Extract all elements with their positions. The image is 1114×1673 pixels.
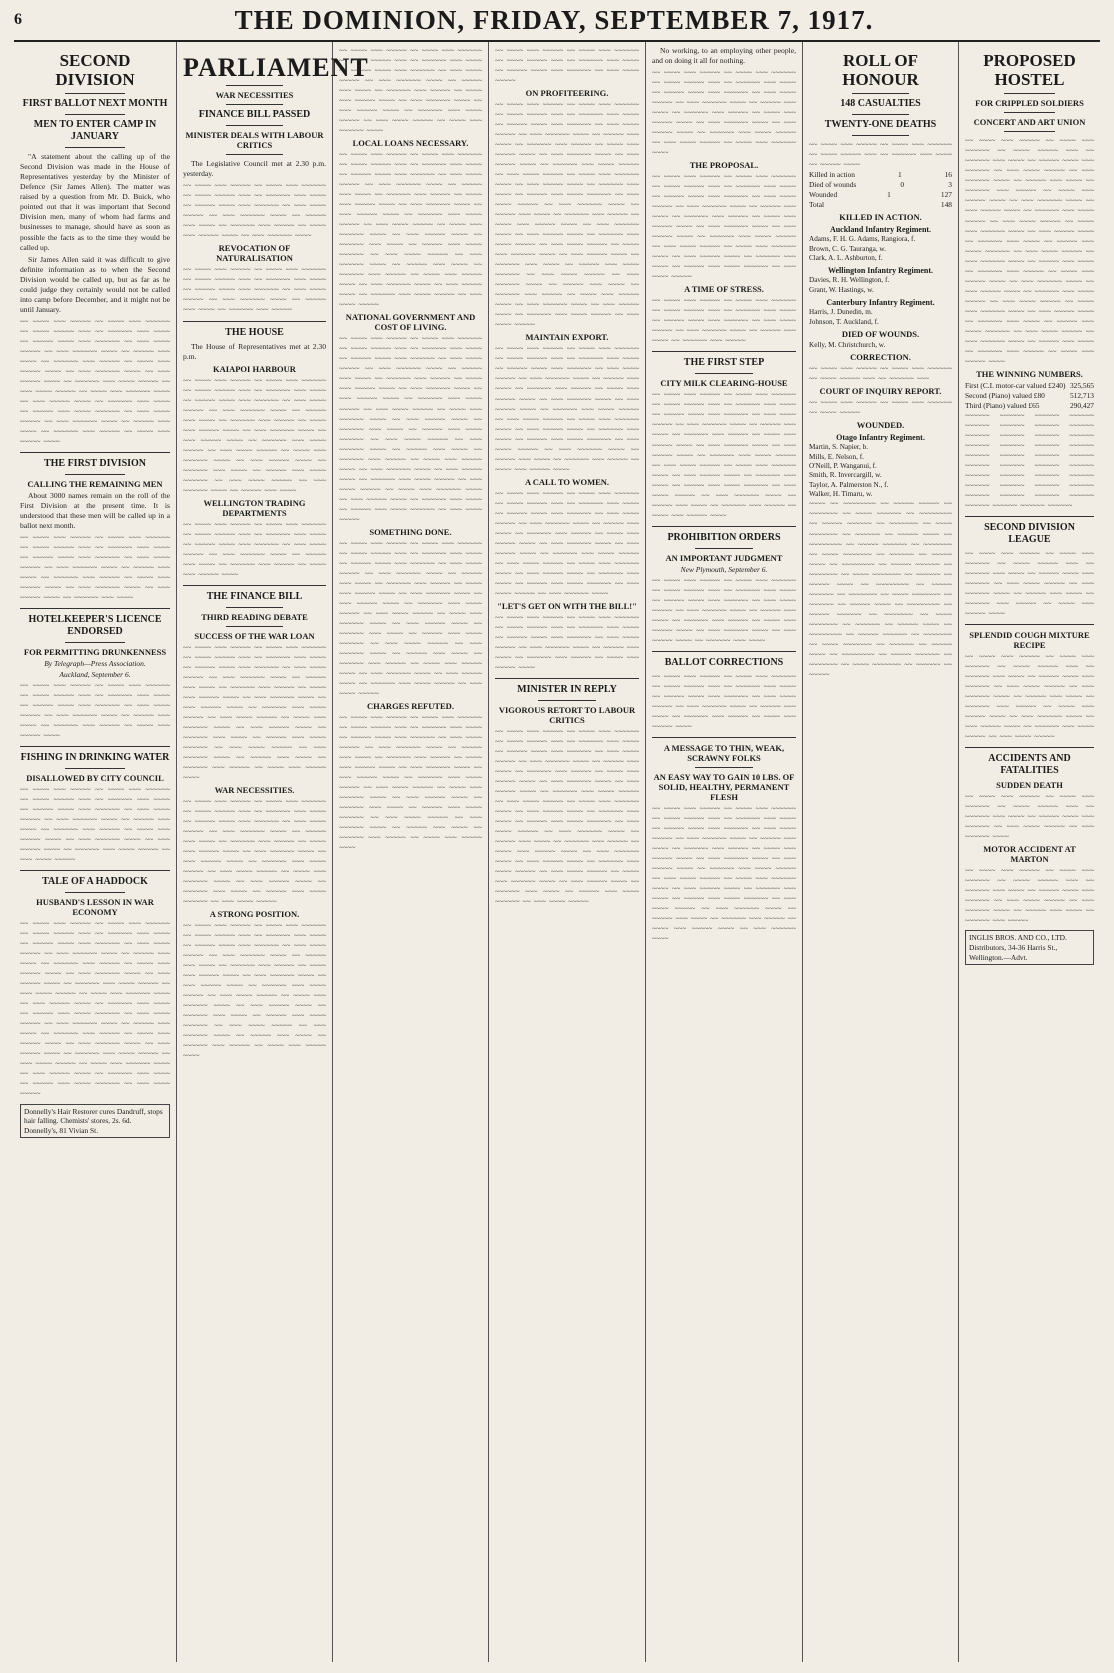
list-item: Grant, W. Hastings, w. [809, 285, 874, 294]
headline-first-step: THE FIRST STEP [683, 357, 765, 369]
article-paragraph: The Legislative Council met at 2.30 p.m. yesterday. [183, 159, 326, 179]
list-item: Brown, C. G. Tauranga, w. [809, 244, 886, 253]
list-item: Kelly, M. Christchurch, w. [809, 340, 886, 349]
summary-row: Wounded 1 127 [809, 190, 952, 200]
paper-title: THE DOMINION, FRIDAY, SEPTEMBER 7, 1917. [234, 4, 874, 35]
headline-the-house: THE HOUSE [225, 326, 284, 338]
article-body: ~~ ~~~~ ~~~ ~~~~~ ~~ ~~~~ ~~~ ~~~~~~ ~~ ~~~~ ~~~~~ ~~~ ~~ ~~~~~~ ~~~ ~~~~ ~~ ~~~~~ ~~~~ ~~~ ~~~~~~ ~~ ~~~ ~~~~ ~~~~~ ~~ ~~~ ~~~~~~ ~~~~ ~~ ~~~~~ ~~~ ~~~~ ~~ ~~~~~~ ~~~ ~~~~~ [652, 296, 796, 346]
article-body: ~~ ~~~~ ~~~ ~~~~~ ~~ ~~~~ ~~~ ~~~~~~ ~~ ~~~~ ~~~~~ ~~~ ~~ ~~~~~~ ~~~ ~~~~ ~~ ~~~~~ ~~~~ ~~~ ~~~~~~ ~~ ~~~ ~~~~ ~~~~~ ~~ ~~~ ~~~~~~ ~~~~ ~~ ~~~~~ ~~~ ~~~~ ~~ ~~~~~~ ~~~ ~~~~~ ~~ ~~~~ ~~~ ~~~~~ ~~~~ ~~ ~~~ ~~~~~~ ~~~~ ~~ ~~~ ~~~~~ ~~~~ ~~ ~~~~~~ ~~~ ~~~~ ~~~~~ ~~ ~~~ ~~~~ ~~~~~ ~~ ~~~~ ~~~ ~~~~~~ ~~~~ ~~ ~~~ ~~~~~ ~~~~ ~~ ~~~~~~ ~~~ ~~~~ ~~ ~~~~~ ~~~ ~~~~ ~~~~~~ ~~ ~~~ ~~~~ ~~~~~ ~~ ~~~ ~~~~~~ ~~~~ ~~ ~~~~~ ~~~ ~~~~ ~~ ~~~~~~ ~~~ ~~~~~ ~~ ~~~~ ~~~ ~~~~~ ~~~~ [183, 921, 326, 1061]
dateline: New Plymouth, September 6. [680, 564, 768, 574]
headline-accidents: ACCIDENTS AND FATALITIES [988, 753, 1071, 777]
article-body: ~~ ~~~~ ~~~ ~~~~~ ~~ ~~~~ ~~~ ~~~~~~ ~~ ~~~~ ~~~~~ ~~~ ~~ ~~~~~~ ~~~ ~~~~ ~~ ~~~~~ ~~~~ ~~~ ~~~~~~ ~~ ~~~ ~~~~ ~~~~~ ~~ ~~~ ~~~~~~ ~~~~ ~~ ~~~~~ ~~~ ~~~~ ~~ ~~~~~~ ~~~ ~~~~~ ~~ ~~~~ ~~~ ~~~~~ ~~~~ ~~ ~~~ ~~~~~~ ~~~~ ~~ ~~~ ~~~~~ ~~~~ ~~ ~~~~~~ ~~~ ~~~~ ~~~~~ ~~ ~~~ ~~~~ ~~~~~ ~~ ~~~~ ~~~ ~~~~~~ ~~~~ ~~ ~~~ ~~~~~ ~~~~ ~~ ~~~~~~ ~~~ ~~~~ ~~ ~~~~~ ~~~ ~~~~ ~~~~~~ ~~ ~~~ ~~~~ ~~~~~ ~~ ~~~ ~~~~~~ ~~~~ ~~ ~~~~~ ~~~ ~~~~ ~~ ~~~~~~ ~~~ ~~~~~ ~~ ~~~~ ~~~ ~~~~~ ~~~~ ~~ ~~~ ~~~~~~ ~~~~ [652, 803, 796, 944]
article-body: ~~ ~~~~ ~~~ ~~~~~ ~~ ~~~~ ~~~ ~~~~~~ ~~ ~~~~ ~~~~~ ~~~ ~~ ~~~~~~ ~~~ ~~~~ ~~ ~~~~~ ~~~~ ~~~ ~~~~~~ ~~ ~~~ ~~~~ ~~~~~ [495, 46, 639, 86]
subhead-time-of-stress: A TIME OF STRESS. [684, 284, 764, 295]
article-body: ~~ ~~~~ ~~~ ~~~~~ ~~ ~~~~ ~~~ ~~~~~~ ~~ ~~~~ ~~~~~ ~~~ ~~ ~~~~~~ ~~~ ~~~~ ~~ ~~~~~ ~~~~ ~~~ ~~~~~~ ~~ ~~~ ~~~~ ~~~~~ ~~ ~~~ ~~~~~~ ~~~~ ~~ ~~~~~ ~~~ ~~~~ ~~ ~~~~~~ ~~~ ~~~~~ ~~ ~~~~ ~~~ ~~~~~ ~~~~ ~~ ~~~ ~~~~~~ ~~~~ ~~ ~~~ ~~~~~ ~~~~ ~~ ~~~~~~ ~~~ ~~~~ ~~~~~ ~~ ~~~ ~~~~ ~~~~~ ~~ ~~~~ ~~~ ~~~~~~ ~~~~ ~~ ~~~ ~~~~~ ~~~~ ~~ ~~~~~~ ~~~ ~~~~ ~~ ~~~~~ ~~~ ~~~~ ~~~~~~ ~~ ~~~ ~~~~ ~~~~~ ~~ ~~~ ~~~~~~ ~~~~ ~~ ~~~~~ ~~~ ~~~~ ~~ ~~~~~~ ~~~ ~~~~~ ~~ ~~~~ ~~~ ~~~~~ ~~~~ [652, 390, 796, 520]
column-7 [959, 42, 1100, 1662]
article-body: ~~ ~~~~ ~~~ ~~~~~ ~~ ~~~~ ~~~ ~~~~~~ ~~ ~~~~ ~~~~~ ~~~ ~~ ~~~~~~ ~~~ ~~~~ ~~ ~~~~~ ~~~~ ~~~ ~~~~~~ ~~ ~~~ ~~~~ ~~~~~ ~~ ~~~ ~~~~~~ ~~~~ ~~ ~~~~~ ~~~ ~~~~ ~~ ~~~~~~ ~~~ ~~~~~ ~~ ~~~~ ~~~ ~~~~~ ~~~~ ~~ ~~~ ~~~~~~ ~~~~ ~~ ~~~ ~~~~~ ~~~~ ~~ ~~~~~~ ~~~ ~~~~ ~~~~~ ~~ ~~~ ~~~~ ~~~~~ ~~ ~~~~ ~~~ ~~~~~~ ~~~~ ~~ ~~~ ~~~~~ ~~~~ ~~ ~~~~~~ ~~~ ~~~~ ~~ ~~~~~ ~~~ ~~~~ ~~~~~~ ~~ ~~~ ~~~~ ~~~~~ ~~ ~~~ ~~~~~~ ~~~~ ~~ ~~~~~ ~~~ ~~~~ ~~ ~~~~~~ ~~~ ~~~~~ ~~ ~~~~ ~~~ ~~~~~ ~~~~ ~~ ~~~ ~~~~~~ ~~~~ ~~ ~~~ ~~~~~ ~~~~ ~~ ~~~~~~ ~~~ ~~~~ ~~~~~ ~~ ~~~ ~~~~ ~~~~~ ~~ ~~~~ ~~~ ~~~~~~ ~~~~ ~~ ~~~ ~~~~~ ~~~~ ~~ ~~~~~~ ~~~ ~~~~ ~~ ~~~~~ ~~~ ~~~~ ~~~~~~ ~~ ~~~ ~~~~ ~~~~~ [495, 726, 639, 907]
list-item: Smith, R. Invercargill, w. [809, 471, 882, 480]
subhead-strong-position: A STRONG POSITION. [209, 909, 300, 920]
article-body: ~~ ~~~~ ~~~ ~~~~~ ~~ ~~~~ ~~~ ~~~~~~ ~~ ~~~~ ~~~~~ ~~~ ~~ ~~~~~~ ~~~ ~~~~ ~~ ~~~~~ ~~~~ ~~~ ~~~~~~ ~~ ~~~ ~~~~ ~~~~~ ~~ ~~~ ~~~~~~ ~~~~ ~~ ~~~~~ ~~~ ~~~~ ~~ ~~~~~~ ~~~ ~~~~~ ~~ ~~~~ ~~~ ~~~~~ ~~~~ [495, 612, 639, 672]
subhead-vigorous-retort: VIGOROUS RETORT TO LABOUR CRITICS [498, 704, 636, 725]
subhead-national-govt: NATIONAL GOVERNMENT AND COST OF LIVING. [345, 312, 476, 333]
regiment-heading: Auckland Infantry Regiment. [829, 225, 932, 235]
subhead-call-to-women: A CALL TO WOMEN. [524, 476, 610, 487]
headline-roll-of-honour: ROLL OF HONOUR [842, 51, 919, 89]
headline-parliament: PARLIAMENT [183, 53, 369, 82]
subhead-drunkenness: FOR PERMITTING DRUNKENNESS [23, 647, 167, 657]
article-body: ~~ ~~~~ ~~~ ~~~~~ ~~ ~~~~ ~~~ ~~~~~~ ~~ ~~~~ ~~~~~ ~~~ ~~ ~~~~~~ ~~~ ~~~~ ~~ ~~~~~ ~~~~ ~~~ ~~~~~~ ~~ ~~~ ~~~~ ~~~~~ ~~ ~~~ ~~~~~~ ~~~~ ~~ ~~~~~ ~~~ ~~~~ ~~ ~~~~~~ ~~~ ~~~~~ [183, 265, 326, 315]
article-paragraph: About 3000 names remain on the roll of the First Division at the present time. It is understood that these men will be called up in a ballot next month. [20, 490, 170, 530]
subhead-motor-accident: MOTOR ACCIDENT AT MARTON [983, 844, 1076, 865]
subhead-casualties: 148 CASUALTIES [840, 98, 921, 110]
article-body: ~~ ~~~~ ~~~ ~~~~~ ~~ ~~~~ ~~~ ~~~~~~ ~~ ~~~~ ~~~~~ ~~~ ~~ ~~~~~~ ~~~ ~~~~ ~~ ~~~~~ ~~~~ ~~~ ~~~~~~ ~~ ~~~ ~~~~ ~~~~~ ~~ ~~~ ~~~~~~ ~~~~ ~~ ~~~~~ ~~~ ~~~~ ~~ ~~~~~~ ~~~ ~~~~~ ~~ ~~~~ ~~~ ~~~~~ ~~~~ ~~ ~~~ ~~~~~~ ~~~~ [183, 181, 326, 241]
article-body: ~~~~ ~~ ~~~~~~~~ ~~ ~~~~~ ~~~~~ ~~ ~~~~~~~ ~~ ~~~~ ~~~~~~ ~~ ~~~~~~~~ ~~ ~~~~~ ~~~~~~ ~~ ~~~~~~~ ~~ ~~~~ ~~~~~~~ ~~ ~~~~~~ ~~ ~~~~~ ~~~~ ~~ ~~~~~~~~ ~~ ~~~~~ ~~~~~~ ~~ ~~~~~~~ ~~ ~~~~ ~~~~~~~ ~~ ~~~~~~ ~~ ~~~~~ ~~~~ ~~ ~~~~~~~~ ~~ ~~~~~ ~~~~~~ ~~ ~~~~~~~ ~~ ~~~~ ~~~~~~~ ~~ ~~~~~~ ~~ ~~~~~ ~~~~ ~~ ~~~~~~~~ ~~ ~~~~~ ~~~~~~ ~~ ~~~~~~~ ~~ ~~~~ ~~~~~~~ ~~ ~~~~~~ ~~ ~~~~~ ~~~~ ~~ ~~~~~~~~ ~~ ~~~~~ ~~~~~~ ~~ ~~~~~~~ ~~ ~~~~ ~~~~~~~ ~~ ~~~~~~ ~~ ~~~~~ ~~~~ ~~ ~~~~~~~~ ~~ ~~~~~ ~~~~~~ ~~ ~~~~~~~ ~~ ~~~~ ~~~~~~~ ~~ ~~~~~~ ~~ ~~~~~ ~~~~ ~~ ~~~~~~~~ ~~ ~~~~~ ~~~~~~ ~~ ~~~~~~~ ~~ ~~~~ ~~~~~~~ ~~ ~~~~~~ ~~ ~~~~~ [809, 499, 952, 679]
article-body: ~~ ~~~~ ~~~ ~~~~~ ~~ ~~~~ ~~~ ~~~~~~ ~~ ~~~~ ~~~~~ ~~~ ~~ ~~~~~~ ~~~ ~~~~ ~~ ~~~~~ ~~~~ ~~~ ~~~~~~ ~~ ~~~ ~~~~ ~~~~~ ~~ ~~~ ~~~~~~ ~~~~ ~~ ~~~~~ ~~~ ~~~~ ~~ ~~~~~~ ~~~ ~~~~~ ~~ ~~~~ ~~~ ~~~~~ ~~~~ ~~ ~~~ ~~~~~~ ~~~~ ~~ ~~~ ~~~~~ ~~~~ ~~ ~~~~~~ ~~~ ~~~~ ~~~~~ ~~ ~~~ ~~~~ ~~~~~ ~~ ~~~~ ~~~ ~~~~~~ ~~~~ ~~ ~~~ ~~~~~ ~~~~ ~~ ~~~~~~ ~~~ ~~~~ ~~ ~~~~~ ~~~ ~~~~ ~~~~~~ ~~ ~~~ ~~~~ ~~~~~ ~~ ~~~ ~~~~~~ ~~~~ [495, 488, 639, 598]
list-item: Taylor, A. Palmerston N., f. [809, 480, 889, 489]
list-item: Clark, A. L. Ashburton, f. [809, 254, 883, 263]
advertisement: Donnelly's Hair Restorer cures Dandruff, stops hair falling. Chemists' stores, 2s. 6d. Donnelly's, 81 Vivian St. [20, 1104, 170, 1139]
subhead-concert: CONCERT AND ART UNION [973, 117, 1086, 128]
headline-minister-reply: MINISTER IN REPLY [517, 683, 617, 695]
headline-hotelkeeper: HOTELKEEPER'S LICENCE ENDORSED [28, 614, 162, 637]
list-item: Walker, H. Timaru, w. [809, 490, 873, 499]
headline-thin-weak: A MESSAGE TO THIN, WEAK, SCRAWNY FOLKS [663, 742, 785, 763]
article-body: ~~ ~~~~ ~~~ ~~~~~ ~~ ~~~~ ~~~ ~~~~~~ ~~ ~~~~ ~~~~~ ~~~ ~~ ~~~~~~ ~~~ ~~~~ ~~ ~~~~~ ~~~~ ~~~ ~~~~~~ ~~ ~~~ ~~~~ ~~~~~ ~~ ~~~ ~~~~~~ ~~~~ ~~ ~~~~~ ~~~ ~~~~ ~~ ~~~~~~ ~~~ ~~~~~ ~~ ~~~~ ~~~ ~~~~~ ~~~~ ~~ ~~~ ~~~~~~ ~~~~ ~~ ~~~ ~~~~~ ~~~~ ~~ ~~~~~~ ~~~ ~~~~ ~~~~~ ~~ ~~~ ~~~~ ~~~~~ ~~ ~~~~ ~~~ ~~~~~~ ~~~~ ~~ ~~~ ~~~~~ ~~~~ ~~ ~~~~~~ ~~~ ~~~~ ~~ ~~~~~ ~~~ ~~~~ ~~~~~~ ~~ ~~~ ~~~~ ~~~~~ ~~ ~~~ ~~~~~~ ~~~~ ~~ ~~~~~ ~~~ ~~~~ ~~ ~~~~~~ ~~~ ~~~~~ ~~ ~~~~ ~~~ ~~~~~ ~~~~ [339, 712, 482, 853]
subhead-crippled-soldiers: FOR CRIPPLED SOLDIERS [975, 98, 1084, 109]
prize-row: Third (Piano) valued £65 290,427 [965, 400, 1094, 410]
page-number: 6 [14, 11, 22, 28]
article-body: ~~ ~~~~ ~~~ ~~~~~ ~~ ~~~~ ~~~ ~~~~~~ ~~ ~~~~ ~~~~~ ~~~ ~~ ~~~~~~ ~~~ ~~~~ ~~ ~~~~~ ~~~~ ~~~ ~~~~~~ ~~ ~~~ ~~~~ ~~~~~ ~~ ~~~ ~~~~~~ ~~~~ ~~ ~~~~~ ~~~ ~~~~ ~~ ~~~~~~ ~~~ ~~~~~ ~~ ~~~~ ~~~ ~~~~~ ~~~~ ~~ ~~~ ~~~~~~ ~~~~ ~~ ~~~ ~~~~~ ~~~~ ~~ ~~~~~~ ~~~ ~~~~ ~~~~~ ~~ ~~~ ~~~~ ~~~~~ ~~ ~~~~ ~~~ ~~~~~~ ~~~~ ~~ ~~~ ~~~~~ ~~~~ ~~ ~~~~~~ ~~~ ~~~~ ~~ ~~~~~ ~~~ ~~~~ ~~~~~~ ~~ ~~~ ~~~~ ~~~~~ ~~ ~~~ ~~~~~~ ~~~~ ~~ ~~~~~ ~~~ ~~~~ ~~ ~~~~~~ ~~~ ~~~~~ ~~ ~~~~ ~~~ ~~~~~ ~~~~ ~~ ~~~ ~~~~~~ ~~~~ ~~ ~~~ ~~~~~ ~~~~ ~~ ~~~~~~ ~~~ ~~~~ ~~~~~ ~~ ~~~ ~~~~ ~~~~~ ~~ ~~~~ ~~~ ~~~~~~ ~~~~ ~~ ~~~ ~~~~~ ~~~~ ~~ ~~~~~~ ~~~ ~~~~ ~~ ~~~~~ ~~~ ~~~~ ~~~~~~ ~~ ~~~ ~~~~ ~~~~~ [339, 334, 482, 524]
masthead [14, 0, 1100, 42]
prize-row: Second (Piano) valued £80 512,713 [965, 390, 1094, 400]
article-body: ~~ ~~~~ ~~~ ~~~~~ ~~ ~~~~ ~~~ ~~~~~~ ~~ ~~~~ ~~~~~ ~~~ ~~ ~~~~~~ ~~~ ~~~~ ~~ ~~~~~ ~~~~ ~~~ ~~~~~~ ~~ ~~~ ~~~~ ~~~~~ ~~ ~~~ ~~~~~~ ~~~~ ~~ ~~~~~ ~~~ ~~~~ ~~ ~~~~~~ ~~~ ~~~~~ ~~ ~~~~ ~~~ ~~~~~ ~~~~ [20, 681, 170, 741]
column-2 [177, 42, 369, 1662]
list-item: Davies, R. H. Wellington, f. [809, 276, 890, 285]
subhead-killed: KILLED IN ACTION. [839, 212, 922, 223]
article-body: ~~ ~~~~ ~~~ ~~~~~ ~~ ~~~~ ~~~ ~~~~~~ ~~ ~~~~ ~~~~~ ~~~ ~~ ~~~~~~ ~~~ ~~~~ ~~ ~~~~~ ~~~~ ~~~ ~~~~~~ ~~ ~~~ ~~~~ ~~~~~ ~~ ~~~ ~~~~~~ ~~~~ ~~ ~~~~~ ~~~ ~~~~ ~~ ~~~~~~ ~~~ ~~~~~ ~~ ~~~~ ~~~ ~~~~~ ~~~~ ~~ ~~~ ~~~~~~ ~~~~ ~~ ~~~ ~~~~~ ~~~~ ~~ ~~~~~~ ~~~ ~~~~ ~~~~~ ~~ ~~~ ~~~~ ~~~~~ ~~ ~~~~ ~~~ ~~~~~~ ~~~~ [339, 46, 482, 136]
article-body: ~~ ~~~~ ~~~ ~~~~~ ~~ ~~~~ ~~~ ~~~~~~ ~~ ~~~~ ~~~~~ ~~~ ~~ ~~~~~~ ~~~ ~~~~ ~~ ~~~~~ ~~~~ ~~~ ~~~~~~ ~~ ~~~ ~~~~ ~~~~~ ~~ ~~~ ~~~~~~ ~~~~ ~~ ~~~~~ ~~~ ~~~~ ~~ ~~~~~~ ~~~ ~~~~~ ~~ ~~~~ ~~~ ~~~~~ ~~~~ ~~ ~~~ ~~~~~~ ~~~~ ~~ ~~~ ~~~~~ ~~~~ ~~ ~~~~~~ ~~~ ~~~~ ~~~~~ ~~ ~~~ ~~~~ ~~~~~ ~~ ~~~~ ~~~ ~~~~~~ ~~~~ ~~ ~~~ ~~~~~ ~~~~ ~~ ~~~~~~ ~~~ ~~~~ ~~ ~~~~~ ~~~ ~~~~ ~~~~~~ ~~ ~~~ ~~~~ ~~~~~ ~~ ~~~ ~~~~~~ ~~~~ ~~ ~~~~~ ~~~ ~~~~ [183, 375, 326, 495]
column-4 [489, 42, 646, 1662]
article-body: ~~ ~~~~ ~~~ ~~~~~ ~~ ~~~~ ~~~ ~~~~~~ ~~ ~~~~ ~~~~~ ~~~ ~~ ~~~~~~ ~~~ ~~~~ ~~ ~~~~~ ~~~~ ~~~ ~~~~~~ ~~ ~~~ ~~~~ ~~~~~ ~~ ~~~ ~~~~~~ ~~~~ ~~ ~~~~~ ~~~ ~~~~ ~~ ~~~~~~ ~~~ ~~~~~ ~~ ~~~~ ~~~ ~~~~~ ~~~~ ~~ ~~~ ~~~~~~ ~~~~ ~~ ~~~ ~~~~~ ~~~~ ~~ ~~~~~~ ~~~ ~~~~ ~~~~~ ~~ ~~~ ~~~~ ~~~~~ ~~ ~~~~ ~~~ ~~~~~~ ~~~~ ~~ ~~~ ~~~~~ ~~~~ ~~ ~~~~~~ ~~~ ~~~~ ~~ ~~~~~ ~~~ ~~~~ ~~~~~~ ~~ ~~~ ~~~~ ~~~~~ ~~ ~~~ ~~~~~~ ~~~~ ~~ ~~~~~ ~~~ ~~~~ ~~ ~~~~~~ ~~~ ~~~~~ ~~ ~~~~ ~~~ ~~~~~ ~~~~ ~~ ~~~ ~~~~~~ ~~~~ ~~ ~~~ ~~~~~ ~~~~ ~~ ~~~~~~ ~~~ ~~~~ ~~~~~ ~~ ~~~ ~~~~ ~~~~~ ~~ ~~~~ ~~~ ~~~~~~ ~~~~ ~~ ~~~ ~~~~~ ~~~~ ~~ ~~~~~~ ~~~ ~~~~ ~~ ~~~~~ ~~~ ~~~~ ~~~~~~ ~~ ~~~ ~~~~ ~~~~~ ~~ ~~~ ~~~~~~ ~~~~ ~~ ~~~~~ ~~~ ~~~~ ~~ ~~~~~~ ~~~ ~~~~~ ~~ ~~~~ ~~~ ~~~~~ ~~~~ ~~ ~~~ ~~~~~~ ~~~~ ~~ ~~~ ~~~~~ ~~~~ ~~ ~~~~~~ ~~~ ~~~~ ~~~~~ ~~ ~~~ ~~~~ ~~~~~ [495, 100, 639, 330]
summary-total: Total 148 [809, 200, 952, 210]
article-body: ~~ ~~~~ ~~~ ~~~~~ ~~ ~~~~ ~~~ ~~~~~~ ~~ ~~~~ ~~~~~ ~~~ ~~ ~~~~~~ ~~~ ~~~~ ~~ ~~~~~ ~~~~ ~~~ ~~~~~~ ~~ ~~~ ~~~~ ~~~~~ ~~ ~~~ ~~~~~~ ~~~~ ~~ ~~~~~ ~~~ ~~~~ ~~ ~~~~~~ ~~~ ~~~~~ ~~ ~~~~ ~~~ ~~~~~ ~~~~ ~~ ~~~ ~~~~~~ ~~~~ ~~ ~~~ ~~~~~ ~~~~ ~~ ~~~~~~ ~~~ ~~~~ ~~~~~ ~~ ~~~ ~~~~ ~~~~~ ~~ ~~~~ ~~~ ~~~~~~ ~~~~ ~~ ~~~ ~~~~~ ~~~~ ~~ ~~~~~~ ~~~ ~~~~ ~~ ~~~~~ ~~~ ~~~~ ~~~~~~ ~~ ~~~ ~~~~ ~~~~~ ~~ ~~~ ~~~~~~ ~~~~ ~~ ~~~~~ ~~~ ~~~~ ~~ ~~~~~~ ~~~ ~~~~~ ~~ ~~~~ ~~~ ~~~~~ ~~~~ ~~ ~~~ ~~~~~~ ~~~~ ~~ ~~~ ~~~~~ ~~~~ ~~ ~~~~~~ ~~~ ~~~~ ~~~~~ ~~ ~~~ ~~~~ ~~~~~ [339, 150, 482, 310]
article-body: ~~ ~~~~ ~~~ ~~~~~ ~~ ~~~~ ~~~ ~~~~~~ ~~ ~~~~ ~~~~~ ~~~ ~~ ~~~~~~ ~~~ ~~~~ ~~ ~~~~~ ~~~~ ~~~ ~~~~~~ ~~ ~~~ ~~~~ ~~~~~ ~~ ~~~ ~~~~~~ ~~~~ ~~ ~~~~~ ~~~ ~~~~ ~~ ~~~~~~ ~~~ ~~~~~ ~~ ~~~~ ~~~ ~~~~~ ~~~~ [183, 519, 326, 579]
subhead-minister-deals: MINISTER DEALS WITH LABOUR CRITICS [185, 130, 324, 151]
article-paragraph: "A statement about the calling up of the Second Division was made in the House of Representatives yesterday by the Minister of Defence (Sir James Allen). The matter was raised by a question from Mr. D. Buick, who pointed out that it was important that Second Division men, many of whom had farms and businesses to manage, should have as soon as possible the facts as to the time they would be called up. [20, 152, 170, 252]
article-body: ~~ ~~~~ ~~~ ~~~~~ ~~ ~~~~ ~~~ ~~~~~~ ~~ ~~~~ ~~~~~ [809, 398, 952, 418]
article-body: ~~ ~~~~ ~~~ ~~~~~ ~~ ~~~~ ~~~ ~~~~~~ ~~ ~~~~ ~~~~~ ~~~ ~~ ~~~~~~ ~~~ ~~~~ ~~ ~~~~~ ~~~~ ~~~ ~~~~~~ ~~ ~~~ ~~~~ ~~~~~ ~~ ~~~ ~~~~~~ ~~~~ ~~ ~~~~~ ~~~ ~~~~ ~~ ~~~~~~ ~~~ ~~~~~ ~~ ~~~~ ~~~ ~~~~~ ~~~~ ~~ ~~~ ~~~~~~ ~~~~ ~~ ~~~ ~~~~~ ~~~~ ~~ ~~~~~~ ~~~ ~~~~ ~~~~~ ~~ ~~~ ~~~~ ~~~~~ ~~ ~~~~ ~~~ ~~~~~~ ~~~~ ~~ ~~~ ~~~~~ ~~~~ ~~ ~~~~~~ ~~~ ~~~~ ~~ ~~~~~ ~~~ ~~~~ ~~~~~~ ~~ ~~~ ~~~~ ~~~~~ [652, 172, 796, 282]
article-body: ~~ ~~~~ ~~~ ~~~~~ ~~ ~~~~ ~~~ ~~~~~~ ~~ ~~~~ ~~~~~ ~~~ ~~ ~~~~~~ ~~~ ~~~~ ~~ ~~~~~ ~~~~ ~~~ ~~~~~~ ~~ ~~~ ~~~~ ~~~~~ ~~ ~~~ ~~~~~~ ~~~~ ~~ ~~~~~ ~~~ ~~~~ ~~ ~~~~~~ ~~~ ~~~~~ ~~ ~~~~ ~~~ ~~~~~ ~~~~ ~~ ~~~ ~~~~~~ ~~~~ ~~ ~~~ ~~~~~ ~~~~ ~~ ~~~~~~ ~~~ ~~~~ ~~~~~ ~~ ~~~ ~~~~ ~~~~~ ~~ ~~~~ ~~~ ~~~~~~ ~~~~ ~~ ~~~ ~~~~~ ~~~~ ~~ ~~~~~~ ~~~ ~~~~ ~~ ~~~~~ ~~~ ~~~~ ~~~~~~ ~~ ~~~ ~~~~ ~~~~~ ~~ ~~~ ~~~~~~ ~~~~ ~~ ~~~~~ ~~~ ~~~~ ~~ ~~~~~~ ~~~ ~~~~~ ~~ ~~~~ ~~~ ~~~~~ ~~~~ ~~ ~~~ ~~~~~~ ~~~~ ~~ ~~~ ~~~~~ ~~~~ ~~ ~~~~~~ ~~~ ~~~~ ~~~~~ ~~ ~~~ ~~~~ ~~~~~ [339, 538, 482, 698]
article-body: ~~ ~~~~ ~~~ ~~~~~ ~~ ~~~~ ~~~ ~~~~~~ ~~ ~~~~ ~~~~~ ~~~ ~~ ~~~~~~ ~~~ ~~~~ ~~ ~~~~~ ~~~~ ~~~ ~~~~~~ ~~ ~~~ ~~~~ ~~~~~ ~~ ~~~ ~~~~~~ ~~~~ ~~ ~~~~~ ~~~ ~~~~ ~~ ~~~~~~ ~~~ ~~~~~ ~~ ~~~~ ~~~ ~~~~~ ~~~~ ~~ ~~~ ~~~~~~ ~~~~ ~~ ~~~ ~~~~~ ~~~~ ~~ ~~~~~~ ~~~ ~~~~ [652, 575, 796, 645]
subhead-trading-departments: WELLINGTON TRADING DEPARTMENTS [203, 497, 306, 518]
subhead-men-camp: MEN TO ENTER CAMP IN JANUARY [33, 119, 157, 143]
subhead-third-reading: THIRD READING DEBATE [201, 611, 308, 622]
headline-ballot-corrections: BALLOT CORRECTIONS [664, 656, 784, 668]
subhead-wounded: WOUNDED. [856, 420, 905, 431]
subhead-correction: CORRECTION. [850, 352, 911, 363]
subhead-husband: HUSBAND'S LESSON IN WAR ECONOMY [36, 897, 154, 918]
subhead-sudden-death: SUDDEN DEATH [996, 780, 1063, 791]
article-body: ~~ ~~~~ ~~~ ~~~~~ ~~ ~~~~ ~~~ ~~~~~~ ~~ ~~~~ ~~~~~ ~~~ ~~ ~~~~~~ ~~~ ~~~~ ~~ ~~~~~ ~~~~ ~~~ ~~~~~~ ~~ ~~~ ~~~~ ~~~~~ ~~ ~~~ ~~~~~~ ~~~~ ~~ ~~~~~ ~~~ ~~~~ ~~ ~~~~~~ ~~~ ~~~~~ ~~ ~~~~ ~~~ ~~~~~ ~~~~ ~~ ~~~ ~~~~~~ ~~~~ ~~ ~~~ ~~~~~ ~~~~ ~~ ~~~~~~ ~~~ ~~~~ ~~~~~ ~~ ~~~ ~~~~ ~~~~~ ~~ ~~~~ ~~~ ~~~~~~ ~~~~ ~~ ~~~ ~~~~~ ~~~~ ~~ ~~~~~~ ~~~ ~~~~ ~~ ~~~~~ ~~~ ~~~~ ~~~~~~ ~~ ~~~ ~~~~ ~~~~~ ~~ ~~~ ~~~~~~ ~~~~ ~~ ~~~~~ ~~~ ~~~~ ~~ ~~~~~~ ~~~ ~~~~~ ~~ ~~~~ ~~~ ~~~~~ ~~~~ [495, 344, 639, 474]
column-1 [14, 42, 177, 1662]
subhead-remaining-men: CALLING THE REMAINING MEN [27, 478, 163, 489]
summary-row: Died of wounds 0 3 [809, 180, 952, 190]
list-item: Mills, E. Nelson, f. [809, 452, 864, 461]
article-body: ~~ ~~~~ ~~~ ~~~~~ ~~ ~~~~ ~~~ ~~~~~~ ~~ ~~~~ ~~~~~ ~~~ ~~ ~~~~~~ ~~~ ~~~~ ~~ ~~~~~ ~~~~ ~~~ ~~~~~~ ~~ ~~~ ~~~~ ~~~~~ ~~ ~~~ ~~~~~~ ~~~~ ~~ ~~~~~ ~~~ ~~~~ ~~ ~~~~~~ ~~~ ~~~~~ ~~ ~~~~ ~~~ ~~~~~ ~~~~ ~~ ~~~ ~~~~~~ ~~~~ ~~ ~~~ ~~~~~ ~~~~ ~~ ~~~~~~ ~~~ ~~~~ ~~~~~ ~~ ~~~ ~~~~ ~~~~~ ~~ ~~~~ ~~~ ~~~~~~ ~~~~ ~~ ~~~ ~~~~~ ~~~~ ~~ ~~~~~~ ~~~ ~~~~ ~~ ~~~~~ ~~~ ~~~~ ~~~~~~ ~~ ~~~ ~~~~ ~~~~~ ~~ ~~~ ~~~~~~ ~~~~ ~~ ~~~~~ ~~~ ~~~~ ~~ ~~~~~~ ~~~ ~~~~~ ~~ ~~~~ ~~~ ~~~~~ ~~~~ ~~ ~~~ ~~~~~~ ~~~~ ~~ ~~~ ~~~~~ ~~~~ ~~ ~~~~~~ ~~~ ~~~~ ~~~~~ ~~ ~~~ ~~~~ ~~~~~ ~~ ~~~~ ~~~ ~~~~~~ ~~~~ ~~ ~~~ ~~~~~ ~~~~ ~~ ~~~~~~ ~~~ ~~~~ ~~ ~~~~~ ~~~ ~~~~ ~~~~~~ ~~ ~~~ ~~~~ ~~~~~ [20, 919, 170, 1099]
list-item: Martin, S. Napier, b. [809, 443, 868, 452]
headline-fishing: FISHING IN DRINKING WATER [20, 752, 170, 764]
article-body: ~~ ~~~~ ~~~ ~~~~~ ~~ ~~~~ ~~~ ~~~~~~ ~~ ~~~~ ~~~~~ ~~~ ~~ ~~~~~~ ~~~ ~~~~ ~~ ~~~~~ ~~~~ ~~~ ~~~~~~ ~~ ~~~ ~~~~ ~~~~~ ~~ ~~~ ~~~~~~ ~~~~ ~~ ~~~~~ ~~~ ~~~~ ~~ ~~~~~~ ~~~ ~~~~~ [965, 866, 1094, 926]
regiment-heading: Otago Infantry Regiment. [836, 433, 925, 443]
headline-division-league: SECOND DIVISION LEAGUE [984, 521, 1075, 545]
prize-table [965, 381, 1094, 411]
list-item: Adams, F. H. G. Adams, Rangiora, f. [809, 235, 916, 244]
subhead-war-necessities-2: WAR NECESSITIES. [214, 785, 295, 796]
subhead-revocation: REVOCATION OF NATURALISATION [216, 243, 293, 264]
subhead-war-necessities: WAR NECESSITIES [215, 90, 294, 101]
subhead-the-proposal: THE PROPOSAL. [689, 160, 759, 171]
column-6 [803, 42, 959, 1662]
article-body: ~~ ~~~~ ~~~ ~~~~~ ~~ ~~~~ ~~~ ~~~~~~ ~~ ~~~~ ~~~~~ ~~~ ~~ ~~~~~~ ~~~ ~~~~ ~~ ~~~~~ ~~~~ ~~~ ~~~~~~ ~~ ~~~ ~~~~ ~~~~~ ~~ ~~~ ~~~~~~ ~~~~ ~~ ~~~~~ ~~~ ~~~~ ~~ ~~~~~~ ~~~ ~~~~~ ~~ ~~~~ ~~~ ~~~~~ ~~~~ ~~ ~~~ ~~~~~~ ~~~~ ~~ ~~~ ~~~~~ ~~~~ ~~ ~~~~~~ ~~~ ~~~~ ~~~~~ ~~ ~~~ ~~~~ ~~~~~ [965, 651, 1094, 742]
subhead-deaths: TWENTY-ONE DEATHS [824, 119, 937, 131]
subhead-disallowed: DISALLOWED BY CITY COUNCIL [26, 773, 164, 784]
list-item: O'Neill, P. Wanganui, f. [809, 462, 877, 471]
list-item: Harris, J. Dunedin, m. [809, 308, 873, 317]
article-body: ~~~~~~ ~~~~~~ ~~~~~~ ~~~~~~ ~~~~~~ ~~~~~~ ~~~~~~ ~~~~~~ ~~~~~~ ~~~~~~ ~~~~~~ ~~~~~~ ~~~~~~ ~~~~~~ ~~~~~~ ~~~~~~ ~~~~~~ ~~~~~~ ~~~~~~ ~~~~~~ ~~~~~~ ~~~~~~ ~~~~~~ ~~~~~~ ~~~~~~ ~~~~~~ ~~~~~~ ~~~~~~ ~~~~~~ ~~~~~~ ~~~~~~ ~~~~~~ ~~~~~~ ~~~~~~ ~~~~~~ ~~~~~~ ~~~~~~ ~~~~~~ ~~~~~~ ~~~~~~ [965, 410, 1094, 510]
subhead-milk-clearing: CITY MILK CLEARING-HOUSE [660, 378, 788, 389]
prize-row: First (C.I. motor-car valued £240) 325,565 [965, 380, 1094, 390]
subhead-war-loan: SUCCESS OF THE WAR LOAN [194, 630, 315, 641]
dateline: Auckland, September 6. [59, 670, 131, 679]
article-body: ~~ ~~~~ ~~~ ~~~~~ ~~ ~~~~ ~~~ ~~~~~~ ~~ ~~~~ ~~~~~ ~~~ ~~ ~~~~~~ ~~~ ~~~~ ~~ ~~~~~ ~~~~ ~~~ ~~~~~~ ~~ ~~~ ~~~~ ~~~~~ ~~ ~~~ ~~~~~~ ~~~~ ~~ ~~~~~ ~~~ ~~~~ ~~ ~~~~~~ ~~~ ~~~~~ ~~ ~~~~ ~~~ ~~~~~ ~~~~ ~~ ~~~ ~~~~~~ ~~~~ ~~ ~~~ ~~~~~ ~~~~ ~~ ~~~~~~ ~~~ ~~~~ ~~~~~ ~~ ~~~ ~~~~ ~~~~~ ~~ ~~~~ ~~~ ~~~~~~ ~~~~ ~~ ~~~ ~~~~~ ~~~~ ~~ ~~~~~~ ~~~ ~~~~ ~~ ~~~~~ ~~~ ~~~~ ~~~~~~ ~~ ~~~ ~~~~ ~~~~~ ~~ ~~~ ~~~~~~ ~~~~ ~~ ~~~~~ ~~~ ~~~~ ~~ ~~~~~~ ~~~ ~~~~~ ~~ ~~~~ ~~~ ~~~~~ ~~~~ [183, 642, 326, 783]
article-body: ~~ ~~~~ ~~~ ~~~~~ ~~ ~~~~ ~~~ ~~~~~~ ~~ ~~~~ ~~~~~ ~~~ ~~ ~~~~~~ ~~~ ~~~~ ~~ ~~~~~ ~~~~ ~~~ ~~~~~~ ~~ ~~~ ~~~~ ~~~~~ ~~ ~~~ ~~~~~~ ~~~~ ~~ ~~~~~ ~~~ ~~~~ ~~ ~~~~~~ ~~~ ~~~~~ ~~ ~~~~ ~~~ ~~~~~ ~~~~ [652, 671, 796, 731]
subhead-something-done: SOMETHING DONE. [369, 526, 452, 537]
article-body: ~~ ~~~~ ~~~ ~~~~~ ~~ ~~~~ ~~~ ~~~~~~ ~~ ~~~~ ~~~~~ ~~~ ~~ ~~~~~~ ~~~ ~~~~ ~~ ~~~~~ ~~~~ ~~~ ~~~~~~ ~~ ~~~ ~~~~ ~~~~~ ~~ ~~~ ~~~~~~ ~~~~ ~~ ~~~~~ ~~~ ~~~~ ~~ ~~~~~~ ~~~ ~~~~~ ~~ ~~~~ ~~~ ~~~~~ ~~~~ ~~ ~~~ ~~~~~~ ~~~~ ~~ ~~~ ~~~~~ ~~~~ ~~ ~~~~~~ ~~~ ~~~~ ~~~~~ ~~ ~~~ ~~~~ ~~~~~ ~~ ~~~~ ~~~ ~~~~~~ ~~~~ ~~ ~~~ ~~~~~ ~~~~ ~~ ~~~~~~ ~~~ ~~~~ ~~ ~~~~~ ~~~ ~~~~ ~~~~~~ ~~ ~~~ ~~~~ ~~~~~ [183, 797, 326, 907]
subhead-judgment: AN IMPORTANT JUDGMENT [665, 552, 783, 563]
subhead-lets-get-on: "LET'S GET ON WITH THE BILL!" [497, 600, 637, 611]
subhead-kaiapoi: KAIAPOI HARBOUR [213, 363, 296, 374]
article-body: ~~ ~~~~ ~~~ ~~~~~ ~~ ~~~~ ~~~ ~~~~~~ ~~ ~~~~ ~~~~~ ~~~ ~~ ~~~~~~ ~~~ ~~~~ ~~ ~~~~~ ~~~~ ~~~ ~~~~~~ ~~ ~~~ ~~~~ ~~~~~ ~~ ~~~ ~~~~~~ ~~~~ ~~ ~~~~~ ~~~ ~~~~ ~~ ~~~~~~ ~~~ ~~~~~ ~~ ~~~~ ~~~ ~~~~~ ~~~~ ~~ ~~~ ~~~~~~ ~~~~ ~~ ~~~ ~~~~~ ~~~~ ~~ ~~~~~~ ~~~ ~~~~ ~~~~~ ~~ ~~~ ~~~~ ~~~~~ ~~ ~~~~ ~~~ ~~~~~~ ~~~~ ~~ ~~~ ~~~~~ ~~~~ ~~ ~~~~~~ ~~~ ~~~~ ~~ ~~~~~ ~~~ ~~~~ ~~~~~~ ~~ ~~~ ~~~~ ~~~~~ ~~ ~~~ ~~~~~~ ~~~~ ~~ ~~~~~ ~~~ ~~~~ ~~ ~~~~~~ ~~~ ~~~~~ ~~ ~~~~ ~~~ ~~~~~ ~~~~ ~~ ~~~ ~~~~~~ ~~~~ ~~ ~~~ ~~~~~ ~~~~ ~~ ~~~~~~ ~~~ ~~~~ ~~~~~ ~~ ~~~ ~~~~ ~~~~~ ~~ ~~~~ ~~~ ~~~~~~ ~~~~ ~~ ~~~ ~~~~~ ~~~~ ~~ ~~~~~~ ~~~ ~~~~ ~~ ~~~~~ ~~~ ~~~~ ~~~~~~ ~~ ~~~ ~~~~ ~~~~~ ~~ ~~~ ~~~~~~ ~~~~ ~~ ~~~~~ ~~~ ~~~~ ~~ ~~~~~~ ~~~ ~~~~~ ~~ ~~~~ ~~~ ~~~~~ ~~~~ [965, 136, 1094, 366]
headline-proposed-hostel: PROPOSED HOSTEL [983, 51, 1076, 89]
column-3 [333, 42, 489, 1662]
article-body: ~~ ~~~~ ~~~ ~~~~~ ~~ ~~~~ ~~~ ~~~~~~ ~~ ~~~~ ~~~~~ ~~~ ~~ ~~~~~~ ~~~ ~~~~ ~~ ~~~~~ ~~~~ ~~~ ~~~~~~ ~~ ~~~ ~~~~ ~~~~~ ~~ ~~~ ~~~~~~ ~~~~ ~~ ~~~~~ ~~~ ~~~~ ~~ ~~~~~~ ~~~ ~~~~~ ~~ ~~~~ ~~~ ~~~~~ ~~~~ ~~ ~~~ ~~~~~~ ~~~~ ~~ ~~~ ~~~~~ ~~~~ ~~ ~~~~~~ ~~~ ~~~~ ~~~~~ ~~ ~~~ ~~~~ ~~~~~ [20, 785, 170, 865]
article-body: ~~ ~~~~ ~~~ ~~~~~ ~~ ~~~~ ~~~ ~~~~~~ ~~ ~~~~ ~~~~~ ~~~ ~~ ~~~~~~ ~~~ ~~~~ ~~ ~~~~~ ~~~~ ~~~ ~~~~~~ ~~ ~~~ ~~~~ ~~~~~ ~~ ~~~ ~~~~~~ ~~~~ ~~ ~~~~~ ~~~ ~~~~ ~~ ~~~~~~ ~~~ ~~~~~ ~~ ~~~~ ~~~ ~~~~~ ~~~~ ~~ ~~~ ~~~~~~ ~~~~ ~~ ~~~ ~~~~~ ~~~~ ~~ ~~~~~~ ~~~ ~~~~ [20, 532, 170, 602]
column-5 [646, 42, 803, 1662]
subhead-local-loans: LOCAL LOANS NECESSARY. [352, 138, 469, 149]
regiment-heading: Canterbury Infantry Regiment. [826, 298, 935, 308]
summary-row: Killed in action 1 16 [809, 170, 952, 180]
advertisement: INGLIS BROS. AND CO., LTD. Distributors, 34-36 Harris St., Wellington.—Advt. [965, 930, 1094, 965]
headline-second-division: SECOND DIVISION [55, 51, 135, 89]
article-body: ~~ ~~~~ ~~~ ~~~~~ ~~ ~~~~ ~~~ ~~~~~~ ~~ ~~~~ ~~~~~ ~~~ ~~ ~~~~~~ ~~~ ~~~~ ~~ ~~~~~ ~~~~ ~~~ ~~~~~~ ~~ ~~~ ~~~~ ~~~~~ ~~ ~~~ ~~~~~~ ~~~~ ~~ ~~~~~ ~~~ ~~~~ ~~ ~~~~~~ ~~~ ~~~~~ ~~ ~~~~ ~~~ ~~~~~ ~~~~ ~~ ~~~ ~~~~~~ ~~~~ ~~ ~~~ ~~~~~ ~~~~ ~~ ~~~~~~ ~~~ ~~~~ ~~~~~ ~~ ~~~ ~~~~ ~~~~~ ~~ ~~~~ ~~~ ~~~~~~ ~~~~ ~~ ~~~ ~~~~~ ~~~~ ~~ ~~~~~~ ~~~ ~~~~ ~~ ~~~~~ ~~~ ~~~~ ~~~~~~ ~~ ~~~ ~~~~ ~~~~~ ~~ ~~~ ~~~~~~ ~~~~ ~~ ~~~~~ ~~~ ~~~~ ~~ ~~~~~~ ~~~ ~~~~~ ~~ ~~~~ ~~~ ~~~~~ ~~~~ [20, 316, 170, 446]
subhead-court-of-inquiry: COURT OF INQUIRY REPORT. [819, 386, 942, 397]
subhead-profiteering: ON PROFITEERING. [525, 88, 609, 99]
article-body: ~~ ~~~~ ~~~ ~~~~~ ~~ ~~~~ ~~~ ~~~~~~ ~~ ~~~~ ~~~~~ ~~~ ~~ ~~~~~~ ~~~ [809, 364, 952, 384]
headline-finance-bill-passed: FINANCE BILL PASSED [198, 109, 311, 121]
subhead-winning-numbers: THE WINNING NUMBERS. [976, 368, 1083, 379]
subhead-maintain-export: MAINTAIN EXPORT. [525, 332, 609, 343]
dateline: By Telegraph—Press Association. [44, 659, 146, 668]
article-body: ~~ ~~~~ ~~~ ~~~~~ ~~ ~~~~ ~~~ ~~~~~~ ~~ ~~~~ ~~~~~ ~~~ ~~ ~~~~~~ ~~~ ~~~~ ~~ ~~~~~ ~~~~ ~~~ ~~~~~~ ~~ ~~~ ~~~~ ~~~~~ ~~ ~~~ ~~~~~~ ~~~~ [965, 792, 1094, 842]
article-body: ~~ ~~~~ ~~~ ~~~~~ ~~ ~~~~ ~~~ ~~~~~~ ~~ ~~~~ ~~~~~ ~~~ ~~ ~~~~~~ ~~~ ~~~~ ~~ ~~~~~ ~~~~ [809, 140, 952, 170]
list-item: Johnson, T. Auckland, f. [809, 317, 879, 326]
subhead-charges-refuted: CHARGES REFUTED. [367, 700, 454, 711]
headline-finance-bill: THE FINANCE BILL [206, 590, 303, 602]
article-body: ~~ ~~~~ ~~~ ~~~~~ ~~ ~~~~ ~~~ ~~~~~~ ~~ ~~~~ ~~~~~ ~~~ ~~ ~~~~~~ ~~~ ~~~~ ~~ ~~~~~ ~~~~ ~~~ ~~~~~~ ~~ ~~~ ~~~~ ~~~~~ ~~ ~~~ ~~~~~~ ~~~~ ~~ ~~~~~ ~~~ ~~~~ ~~ ~~~~~~ ~~~ ~~~~~ ~~ ~~~~ ~~~ ~~~~~ ~~~~ ~~ ~~~ ~~~~~~ ~~~~ ~~ ~~~ ~~~~~ ~~~~ ~~ ~~~~~~ ~~~ ~~~~ ~~~~~ ~~ ~~~ ~~~~ ~~~~~ ~~ ~~~~ ~~~ ~~~~~~ ~~~~ [652, 68, 796, 158]
regiment-heading: Wellington Infantry Regiment. [827, 266, 934, 276]
casualty-summary [809, 170, 952, 210]
headline-first-division: THE FIRST DIVISION [43, 457, 147, 469]
columns [14, 42, 1100, 1662]
subhead-died-of-wounds: DIED OF WOUNDS. [841, 328, 920, 339]
article-body: ~~ ~~~~ ~~~ ~~~~~ ~~ ~~~~ ~~~ ~~~~~~ ~~ ~~~~ ~~~~~ ~~~ ~~ ~~~~~~ ~~~ ~~~~ ~~ ~~~~~ ~~~~ ~~~ ~~~~~~ ~~ ~~~ ~~~~ ~~~~~ ~~ ~~~ ~~~~~~ ~~~~ ~~ ~~~~~ ~~~ ~~~~ ~~ ~~~~~~ ~~~ ~~~~~ ~~ ~~~~ ~~~ ~~~~~ ~~~~ [965, 548, 1094, 618]
headline-prohibition: PROHIBITION ORDERS [667, 531, 781, 543]
headline-cough-mixture: SPLENDID COUGH MIXTURE RECIPE [969, 629, 1090, 650]
subhead-gain-10-lbs: AN EASY WAY TO GAIN 10 LBS. OF SOLID, HEALTHY, PERMANENT FLESH [653, 771, 795, 802]
headline-haddock: TALE OF A HADDOCK [42, 876, 148, 888]
article-paragraph: Sir James Allen said it was difficult to give definite information as to when the Second Division would be called up, but as far as he could judge they certainly would not be called into camp before December, and it might not be until January. [20, 254, 170, 314]
article-paragraph: The House of Representatives met at 2.30 p.m. [183, 341, 326, 361]
subhead-first-ballot: FIRST BALLOT NEXT MONTH [22, 98, 168, 110]
article-paragraph: No working, to an employing other people, and on doing it all for nothing. [652, 46, 796, 66]
